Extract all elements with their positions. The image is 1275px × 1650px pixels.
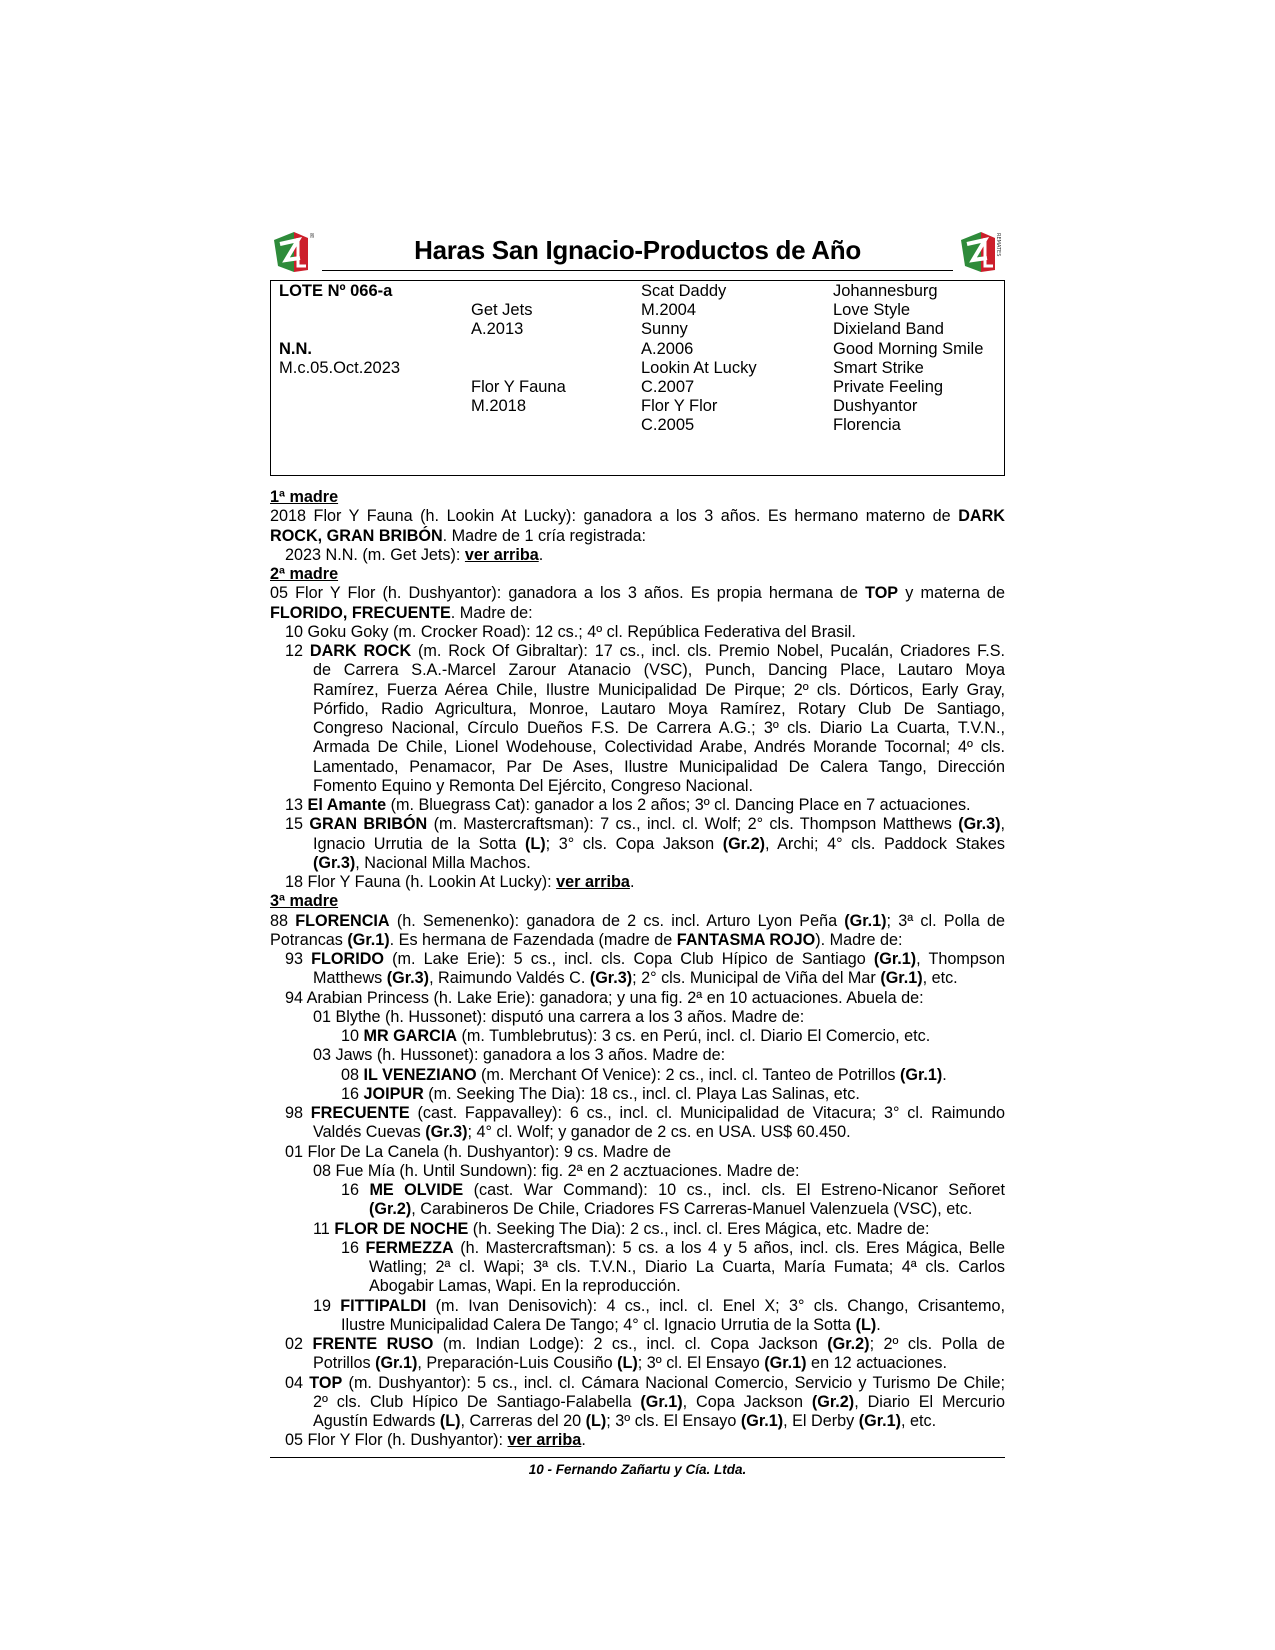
text-line: 19 FITTIPALDI (m. Ivan Denisovich): 4 cs., incl. cl. Enel X; 3° cls. Chango, Crisantemo, <box>313 1296 1005 1315</box>
zl-remates-logo <box>957 226 1005 274</box>
horse-name: N.N. <box>279 339 312 358</box>
text-line: Matthews (Gr.3), Raimundo Valdés C. (Gr.3); 2° cls. Municipal de Viña del Mar (Gr.1), etc. <box>313 969 958 988</box>
text-line: 01 Flor De La Canela (h. Dushyantor): 9 cs. Madre de <box>285 1142 671 1161</box>
text-line: Agustín Edwards (L), Carreras del 20 (L); 3º cls. El Ensayo (Gr.1), El Derby (Gr.1), etc. <box>313 1412 937 1430</box>
text-line: Armada De Chile, Lionel Wodehouse, Colectividad Arabe, Andrés Morande Tocornal; 4º cls. <box>313 738 1005 757</box>
text-line: Ignacio Urrutia de la Sotta (L); 3° cls. Copa Jakson (Gr.2), Archi; 4° cls. Paddock Stakes <box>313 834 1005 853</box>
text-line: Ramírez, Fuerza Aérea Chile, Ilustre Municipalidad De Pirque; 2º cls. Dórticos, Early Gray, <box>313 680 1005 699</box>
section-heading: 1ª madre <box>270 488 339 506</box>
text-line: Pórfido, Radio Agricultura, Monroe, Lautaro Moya Ramírez, Rotary Club De Santiago, <box>313 699 1005 718</box>
great-grandparent: Love Style <box>833 301 911 320</box>
text-line: Valdés Cuevas (Gr.3); 4° cl. Wolf; y ganador de 2 cs. en USA. US$ 60.450. <box>313 1123 851 1142</box>
great-grandparent: Smart Strike <box>833 358 924 377</box>
text-line: 2018 Flor Y Fauna (h. Lookin At Lucky): ganadora a los 3 años. Es hermano materno de DARK <box>270 507 1005 526</box>
section-heading: 3ª madre <box>270 892 339 911</box>
text-line: Lamentado, Penamacor, Par De Ases, Ilustre Municipalidad De Calera Tango, Dirección <box>313 757 1005 776</box>
text-line: FLORIDO, FRECUENTE. Madre de: <box>270 603 533 622</box>
text-line: Potrillos (Gr.1), Preparación-Luis Cousiño (L); 3º cl. El Ensayo (Gr.1) en 12 actuaciones. <box>313 1354 947 1373</box>
pedigree-col-horse <box>279 282 400 378</box>
grandparent: Lookin At Lucky <box>641 358 757 377</box>
text-line: 12 DARK ROCK (m. Rock Of Gibraltar): 17 cs., incl. cls. Premio Nobel, Pucalán, Criadores F.S. <box>285 642 1005 660</box>
page <box>270 226 1005 1477</box>
great-grandparent: Florencia <box>833 416 901 435</box>
text-line: Congreso Nacional, Círculo Dueños F.S. De Carrera A.G.; 3º cls. Diario La Cuarta, T.V.N., <box>313 719 1005 737</box>
text-line: 18 Flor Y Fauna (h. Lookin At Lucky): ver arriba. <box>285 873 635 891</box>
grandparent-info: A.2006 <box>641 339 694 358</box>
text-line: 11 FLOR DE NOCHE (h. Seeking The Dia): 2 cs., incl. cl. Eres Mágica, etc. Madre de: <box>313 1219 930 1238</box>
text-line: 16 JOIPUR (m. Seeking The Dia): 18 cs., incl. cl. Playa Las Salinas, etc. <box>341 1084 860 1103</box>
see-above-link[interactable]: ver arriba <box>556 873 630 891</box>
text-line: 04 TOP (m. Dushyantor): 5 cs., incl. cl. Cámara Nacional Comercio, Servicio y Turismo De Chile; <box>285 1373 1005 1392</box>
svg-text:REMATES: REMATES <box>995 233 1001 257</box>
great-grandparent: Dixieland Band <box>833 320 944 339</box>
text-line: 93 FLORIDO (m. Lake Erie): 5 cs., incl. cls. Copa Club Hípico de Santiago (Gr.1), Thompson <box>285 950 1005 968</box>
text-line: 05 Flor Y Flor (h. Dushyantor): ganadora a los 3 años. Es propia hermana de TOP y materna de <box>270 584 1005 603</box>
text-line: 2º cls. Club Hípico De Santiago-Falabella (Gr.1), Copa Jackson (Gr.2), Diario El Mercurio <box>313 1392 1005 1411</box>
text-line: Ilustre Municipalidad Calera De Tango; 4° cl. Ignacio Urrutia de la Sotta (L). <box>341 1315 881 1334</box>
text-line: 08 IL VENEZIANO (m. Merchant Of Venice): 2 cs., incl. cl. Tanteo de Potrillos (Gr.1). <box>341 1065 947 1084</box>
text-line: Watling; 2ª cl. Wapi; 3ª cls. T.V.N., Diario La Cuarta, María Fumata; 4ª cls. Carlos <box>369 1258 1005 1276</box>
text-line: 88 FLORENCIA (h. Semenenko): ganadora de 2 cs. incl. Arturo Lyon Peña (Gr.1); 3ª cl. Polla de <box>270 911 1005 930</box>
pedigree-notes <box>270 488 1005 1451</box>
grandparent: Sunny <box>641 320 688 339</box>
text-line: Abogabir Lamas, Wapi. En la reproducción. <box>369 1277 681 1296</box>
great-grandparent: Private Feeling <box>833 377 944 396</box>
text-line: (Gr.3), Nacional Milla Machos. <box>313 853 531 872</box>
text-line: 98 FRECUENTE (cast. Fappavalley): 6 cs., incl. cl. Municipalidad de Vitacura; 3° cl. Raimundo <box>285 1104 1005 1122</box>
text-line: 16 ME OLVIDE (cast. War Command): 10 cs., incl. cls. El Estreno-Nicanor Señoret <box>341 1181 1005 1199</box>
great-grandparent: Good Morning Smile <box>833 339 984 358</box>
grandparent-info: C.2007 <box>641 377 695 396</box>
page-title: Haras San Ignacio-Productos de Año <box>322 230 953 271</box>
zl-remates-logo <box>270 226 318 274</box>
text-line: Fomento Equino y Remonta Del Ejército, Congreso Nacional. <box>313 776 753 795</box>
text-line: 16 FERMEZZA (h. Mastercraftsman): 5 cs. a los 4 y 5 años, incl. cls. Eres Mágica, Belle <box>341 1238 1005 1257</box>
grandparent: Scat Daddy <box>641 282 727 300</box>
sire: Get Jets <box>471 301 533 320</box>
text-line: 05 Flor Y Flor (h. Dushyantor): ver arriba. <box>285 1431 586 1450</box>
see-above-link[interactable]: ver arriba <box>464 545 539 564</box>
pedigree-table <box>270 280 1005 476</box>
sire-info: A.2013 <box>471 320 524 339</box>
see-above-link[interactable]: ver arriba <box>507 1431 582 1450</box>
text-line: 13 El Amante (m. Bluegrass Cat): ganador a los 2 años; 3º cl. Dancing Place en 7 actuaciones. <box>285 796 971 814</box>
great-grandparent: Dushyantor <box>833 397 918 416</box>
pedigree-col-grandparents <box>641 282 757 436</box>
grandparent-info: M.2004 <box>641 301 697 320</box>
text-line: Potrancas (Gr.1). Es hermana de Fazendada (madre de FANTASMA ROJO). Madre de: <box>270 930 903 949</box>
pedigree-col-parents <box>471 282 566 416</box>
header <box>270 226 1005 274</box>
text-line: de Carrera S.A.-Marcel Zarour Atanacio (VSC), Punch, Dancing Place, Lautaro Moya <box>313 661 1005 680</box>
text-line: 10 MR GARCIA (m. Tumblebrutus): 3 cs. en Perú, incl. cl. Diario El Comercio, etc. <box>341 1027 931 1045</box>
text-line: 01 Blythe (h. Hussonet): disputó una carrera a los 3 años. Madre de: <box>313 1007 805 1026</box>
text-line: 15 GRAN BRIBÓN (m. Mastercraftsman): 7 cs., incl. cl. Wolf; 2° cls. Thompson Matthews (Gr.3), <box>285 815 1005 834</box>
dam: Flor Y Fauna <box>471 377 566 396</box>
text-line: (Gr.2), Carabineros De Chile, Criadores FS Carreras-Manuel Valenzuela (VSC), etc. <box>369 1200 973 1219</box>
text-line: ROCK, GRAN BRIBÓN. Madre de 1 cría registrada: <box>270 526 647 545</box>
svg-text:REMATES: REMATES <box>308 233 314 257</box>
text-line: 2023 N.N. (m. Get Jets): ver arriba. <box>285 545 544 564</box>
section-heading: 2ª madre <box>270 565 339 583</box>
text-line: 08 Fue Mía (h. Until Sundown): fig. 2ª en 2 acztuaciones. Madre de: <box>313 1161 800 1180</box>
page-footer: 10 - Fernando Zañartu y Cía. Ltda. <box>528 1461 747 1477</box>
pedigree-col-great-grandparents <box>833 282 983 436</box>
great-grandparent: Johannesburg <box>833 282 938 300</box>
text-line: 94 Arabian Princess (h. Lake Erie): ganadora; y una fig. 2ª en 10 actuaciones. Abuela de: <box>285 988 924 1007</box>
horse-info: M.c.05.Oct.2023 <box>279 358 401 377</box>
lot-number: LOTE Nº 066-a <box>279 282 393 300</box>
text-line: 10 Goku Goky (m. Crocker Road): 12 cs.; 4º cl. República Federativa del Brasil. <box>285 622 856 641</box>
footer-divider <box>270 1457 1005 1458</box>
grandparent-info: C.2005 <box>641 416 695 435</box>
text-line: 02 FRENTE RUSO (m. Indian Lodge): 2 cs., incl. cl. Copa Jackson (Gr.2); 2º cls. Polla de <box>285 1335 1005 1353</box>
text-line: 03 Jaws (h. Hussonet): ganadora a los 3 años. Madre de: <box>313 1046 726 1065</box>
dam-info: M.2018 <box>471 397 527 416</box>
grandparent: Flor Y Flor <box>641 397 718 416</box>
